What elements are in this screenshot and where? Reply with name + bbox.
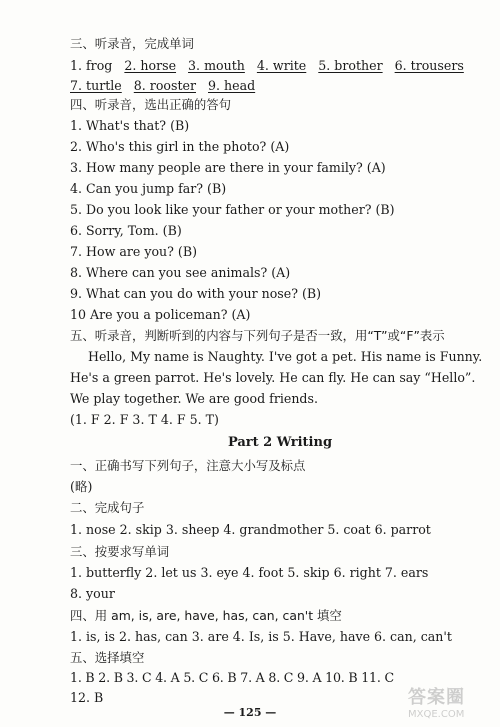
answer-item: 1. What's that? (B) (70, 118, 190, 133)
passage-line: Hello, My name is Naughty. I've got a pet. His name is Funny. (88, 349, 483, 364)
writing3-row1: 1. butterfly 2. let us 3. eye 4. foot 5. skip 6. right 7. ears (70, 565, 429, 580)
writing4-answers: 1. is, is 2. has, can 3. are 4. Is, is 5. Have, have 6. can, can't (70, 629, 452, 644)
site-watermark (408, 683, 492, 721)
answer-item: 8. Where can you see animals? (A) (70, 265, 291, 280)
watermark-logo-text: 答案圈 (408, 687, 465, 708)
word-item: 4. write (256, 58, 307, 73)
writing5-row1: 1. B 2. B 3. C 4. A 5. C 6. B 7. A 8. C 9. A 10. B 11. C (70, 670, 394, 685)
section4-heading: 四、听录音，选出正确的答句 (70, 97, 232, 112)
word-item: 9. head (208, 78, 256, 93)
section3-row2 (70, 76, 486, 96)
word-item: 7. turtle (70, 78, 122, 93)
answer-item: 4. Can you jump far? (B) (70, 181, 227, 196)
answer-item: 6. Sorry, Tom. (B) (70, 223, 182, 238)
writing2-heading: 二、完成句子 (70, 500, 145, 515)
answer-item: 7. How are you? (B) (70, 244, 197, 259)
page-number: — 125 — (223, 706, 277, 719)
writing1-answer: (略) (70, 479, 93, 494)
writing3-row2: 8. your (70, 586, 115, 601)
section3-row1 (70, 56, 486, 76)
passage-line: We play together. We are good friends. (70, 391, 318, 406)
section5-answers: (1. F 2. F 3. T 4. F 5. T) (70, 412, 219, 427)
word-item: 2. horse (124, 58, 177, 73)
passage-line: He's a green parrot. He's lovely. He can fly. He can say “Hello”. (70, 370, 476, 385)
writing3-heading: 三、按要求写单词 (70, 544, 170, 559)
part2-title: Part 2 Writing (227, 435, 333, 450)
writing2-answers: 1. nose 2. skip 3. sheep 4. grandmother 5. coat 6. parrot (70, 522, 431, 537)
word-item: 1. frog (70, 58, 113, 73)
word-item: 6. trousers (394, 58, 464, 73)
writing5-heading: 五、选择填空 (70, 650, 145, 665)
section3-heading: 三、听录音，完成单词 (70, 36, 194, 51)
watermark-url: MXQE.COM (408, 709, 465, 720)
word-item: 5. brother (318, 58, 383, 73)
word-item: 3. mouth (188, 58, 245, 73)
answer-item: 2. Who's this girl in the photo? (A) (70, 139, 290, 154)
writing4-heading: 四、用 am, is, are, have, has, can, can't 填空 (70, 608, 342, 623)
answer-item: 10 Are you a policeman? (A) (70, 307, 251, 322)
writing5-row2: 12. B (70, 690, 104, 705)
word-item: 8. rooster (133, 78, 196, 93)
writing1-heading: 一、正确书写下列句子，注意大小写及标点 (70, 458, 306, 473)
section5-heading: 五、听录音，判断听到的内容与下列句子是否一致，用“T”或“F”表示 (70, 328, 445, 343)
answer-item: 3. How many people are there in your family? (A) (70, 160, 386, 175)
answer-item: 9. What can you do with your nose? (B) (70, 286, 322, 301)
answer-item: 5. Do you look like your father or your mother? (B) (70, 202, 395, 217)
